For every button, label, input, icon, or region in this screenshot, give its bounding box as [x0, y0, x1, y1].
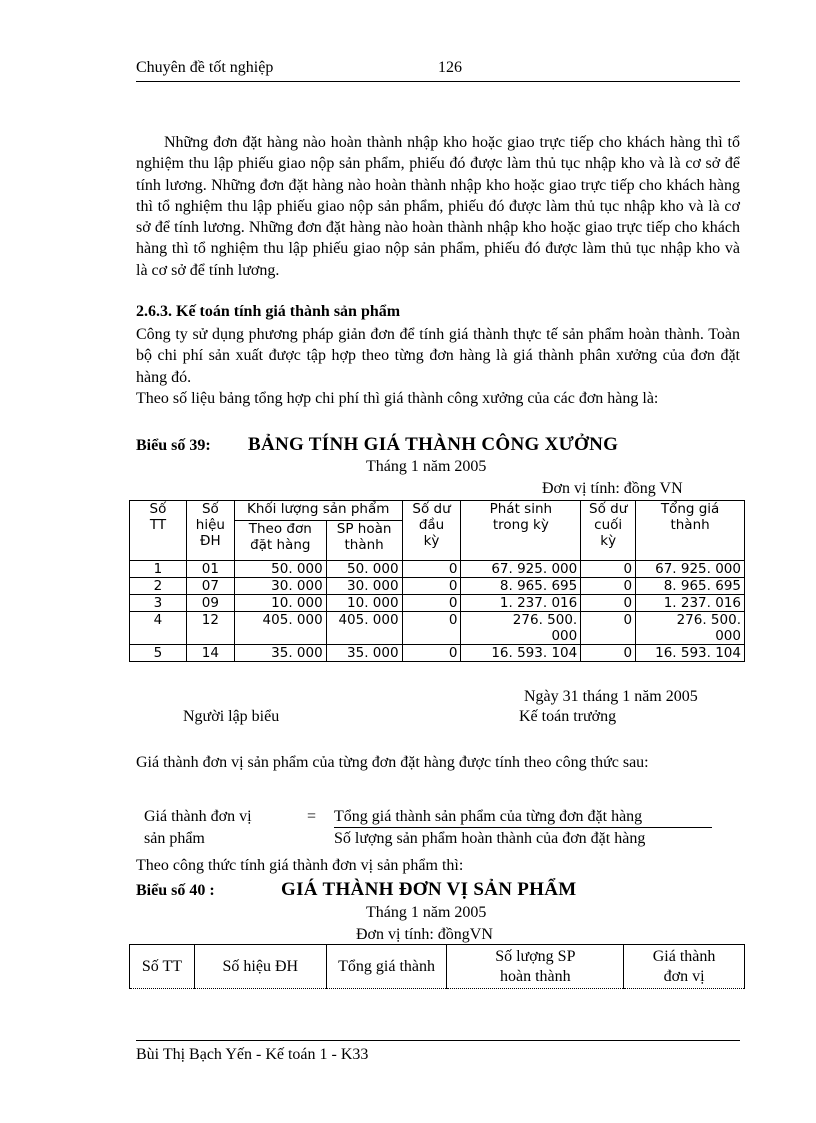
- table-header-row: [130, 945, 745, 989]
- cell-sp-ht: 35. 000: [326, 645, 402, 662]
- section-paragraph-2: Theo số liệu bảng tổng hợp chi phí thì giá thành công xưởng của các đơn hàng là:: [136, 390, 659, 407]
- cell-sp-ht: 405. 000: [326, 612, 402, 645]
- cell-sdck: 0: [581, 645, 636, 662]
- cell-sp-ht: 30. 000: [326, 578, 402, 595]
- section-paragraph-1: Công ty sử dụng phương pháp giản đơn để tính giá thành thực tế sản phẩm hoàn thành. Toàn bộ chi phí sản xuất được tập hợp theo từng đơn hàng là giá thành phân xưởng của đơn đặt hàng đó.: [136, 326, 740, 386]
- table40-unit: Đơn vị tính: đồngVN: [356, 926, 493, 943]
- cell-stt: 4: [130, 612, 187, 645]
- formula-intro: Giá thành đơn vị sản phẩm của từng đơn đặt hàng được tính theo công thức sau:: [136, 754, 649, 771]
- section-heading: 2.6.3. Kế toán tính giá thành sản phẩm: [136, 303, 401, 320]
- cell-sh: 12: [186, 612, 234, 645]
- col-shdh: Số hiệu ĐH: [186, 501, 234, 561]
- formula-equals: =: [307, 808, 317, 825]
- cell-sddk: 0: [402, 561, 461, 578]
- col-gia-thanh-don-vi: Giá thành đơn vị: [624, 945, 745, 989]
- cell-sdck: 0: [581, 561, 636, 578]
- cell-sh: 07: [186, 578, 234, 595]
- cell-sh: 14: [186, 645, 234, 662]
- body-paragraph: Những đơn đặt hàng nào hoàn thành nhập kho hoặc giao trực tiếp cho khách hàng thì tổ nghiệm thu lập phiếu giao nộp sản phẩm, phiếu đó được làm thủ tục nhập kho và là cơ sở để tính lương. Những đơn đặt hàng nào hoàn thành nhập kho hoặc giao trực tiếp cho khách hàng thì tổ nghiệm thu lập phiếu giao nộp sản phẩm, phiếu đó được làm thủ tục nhập kho và là cơ sở để tính lương. Những đơn đặt hàng nào hoàn thành nhập kho hoặc giao trực tiếp cho khách hàng thì tổ nghiệm thu lập phiếu giao nộp sản phẩm, phiếu đó được làm thủ tục nhập kho và là cơ sở để tính lương.: [136, 134, 740, 279]
- cell-sdck: 0: [581, 595, 636, 612]
- header-rule: [136, 81, 740, 82]
- fraction-bar: [334, 827, 712, 828]
- formula-lhs-1: Giá thành đơn vị: [144, 808, 252, 825]
- cell-stt: 3: [130, 595, 187, 612]
- col-so-du-dau-ky: Số dư đầu kỳ: [402, 501, 461, 561]
- col-stt: Số TT: [130, 501, 187, 561]
- cell-ps: 67. 925. 000: [461, 561, 581, 578]
- table39-title: BẢNG TÍNH GIÁ THÀNH CÔNG XƯỞNG: [248, 434, 619, 455]
- formula-after: Theo công thức tính giá thành đơn vị sản phẩm thì:: [136, 857, 464, 874]
- cell-ps: 276. 500. 000: [461, 612, 581, 645]
- table-row: [130, 645, 745, 662]
- col-stt: Số TT: [130, 945, 195, 989]
- footer-author: Bùi Thị Bạch Yến - Kế toán 1 - K33: [136, 1046, 369, 1063]
- cell-tgt: 8. 965. 695: [636, 578, 745, 595]
- col-so-du-cuoi-ky: Số dư cuối kỳ: [581, 501, 636, 561]
- col-tong-gia-thanh: Tổng giá thành: [326, 945, 447, 989]
- cell-stt: 5: [130, 645, 187, 662]
- col-so-luong: Số lượng SP hoàn thành: [447, 945, 624, 989]
- cell-ps: 16. 593. 104: [461, 645, 581, 662]
- col-theo-don: Theo đơn đặt hàng: [234, 521, 326, 561]
- table40-title: GIÁ THÀNH ĐƠN VỊ SẢN PHẨM: [281, 879, 577, 900]
- col-tong-gia-thanh: Tổng giá thành: [636, 501, 745, 561]
- formula-numerator: Tổng giá thành sản phẩm của từng đơn đặt hàng: [334, 808, 643, 825]
- formula-lhs-2: sản phẩm: [144, 830, 205, 847]
- table40: [129, 944, 745, 989]
- cell-sddk: 0: [402, 612, 461, 645]
- cell-tgt: 276. 500. 000: [636, 612, 745, 645]
- cell-sdck: 0: [581, 578, 636, 595]
- cell-theo-don: 10. 000: [234, 595, 326, 612]
- table39-label: Biểu số 39:: [136, 437, 211, 454]
- cell-stt: 2: [130, 578, 187, 595]
- table39-month: Tháng 1 năm 2005: [366, 458, 487, 475]
- cell-sddk: 0: [402, 595, 461, 612]
- col-khoi-luong: Khối lượng sản phẩm: [234, 501, 402, 521]
- header-title: Chuyên đề tốt nghiệp: [136, 59, 274, 76]
- cell-tgt: 1. 237. 016: [636, 595, 745, 612]
- cell-theo-don: 50. 000: [234, 561, 326, 578]
- signer-right: Kế toán trưởng: [519, 708, 617, 725]
- formula-denominator: Số lượng sản phẩm hoàn thành của đơn đặt hàng: [334, 830, 646, 847]
- cell-tgt: 67. 925. 000: [636, 561, 745, 578]
- table-header-row: [130, 501, 745, 521]
- table-row: [130, 612, 745, 645]
- cell-sdck: 0: [581, 612, 636, 645]
- cell-theo-don: 405. 000: [234, 612, 326, 645]
- page-number: 126: [438, 59, 462, 76]
- signer-left: Người lập biểu: [183, 708, 280, 725]
- table40-label: Biểu số 40 :: [136, 882, 215, 899]
- col-shdh: Số hiệu ĐH: [194, 945, 326, 989]
- cell-theo-don: 30. 000: [234, 578, 326, 595]
- footer-rule: [136, 1040, 740, 1041]
- cell-sh: 09: [186, 595, 234, 612]
- cell-ps: 1. 237. 016: [461, 595, 581, 612]
- col-phat-sinh: Phát sinh trong kỳ: [461, 501, 581, 561]
- cell-stt: 1: [130, 561, 187, 578]
- table-row: [130, 595, 745, 612]
- col-sp-hoan-thanh: SP hoàn thành: [326, 521, 402, 561]
- cell-tgt: 16. 593. 104: [636, 645, 745, 662]
- table-row: [130, 561, 745, 578]
- cell-sddk: 0: [402, 645, 461, 662]
- cell-sp-ht: 50. 000: [326, 561, 402, 578]
- cell-ps: 8. 965. 695: [461, 578, 581, 595]
- cell-theo-don: 35. 000: [234, 645, 326, 662]
- cell-sp-ht: 10. 000: [326, 595, 402, 612]
- table40-month: Tháng 1 năm 2005: [366, 904, 487, 921]
- table39-unit: Đơn vị tính: đồng VN: [542, 480, 683, 497]
- table39: [129, 500, 745, 662]
- cell-sh: 01: [186, 561, 234, 578]
- cell-sddk: 0: [402, 578, 461, 595]
- table39-date: Ngày 31 tháng 1 năm 2005: [524, 688, 698, 705]
- table-row: [130, 578, 745, 595]
